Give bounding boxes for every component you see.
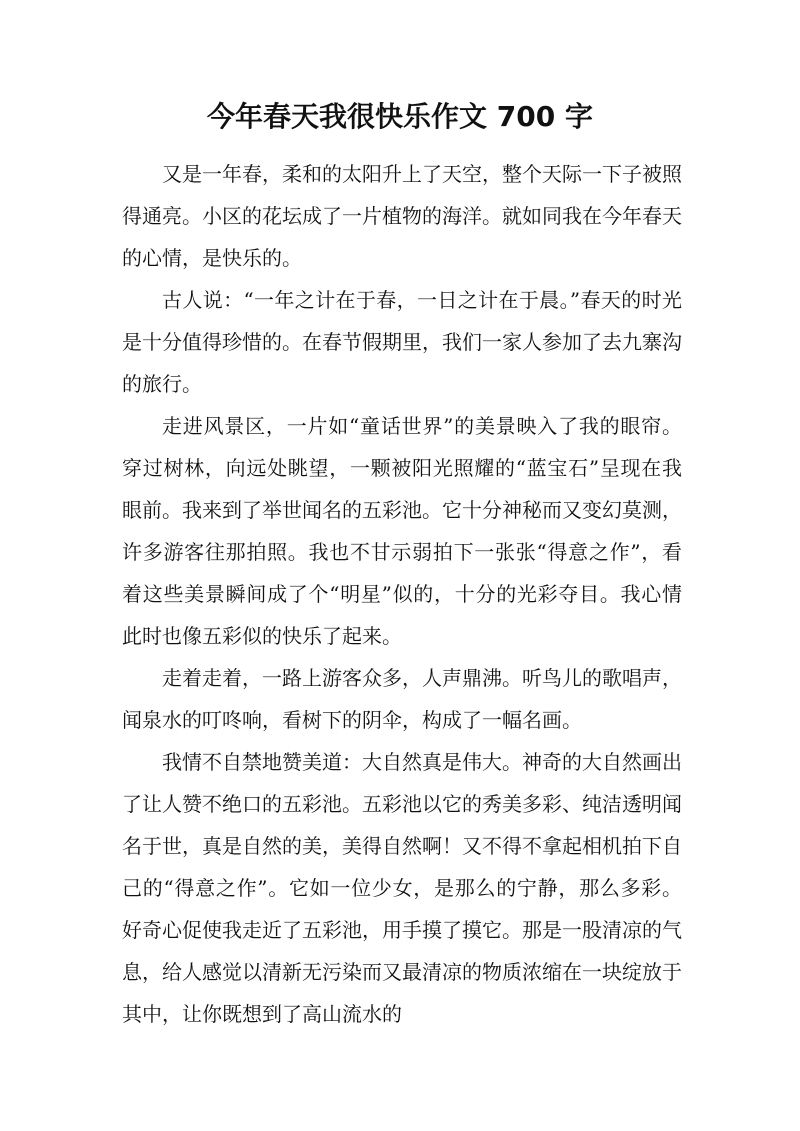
paragraph-1: 又是一年春，柔和的太阳升上了天空，整个天际一下子被照得通亮。小区的花坛成了一片植物的海洋。就如同我在今年春天的心情，是快乐的。 (122, 162, 682, 270)
paragraph-3: 走进风景区，一片如“童话世界”的美景映入了我的眼帘。穿过树林，向远处眺望，一颗被阳光照耀的“蓝宝石”呈现在我眼前。我来到了举世闻名的五彩池。它十分神秘而又变幻莫测，许多游客往那拍照。我也不甘示弱拍下一张张“得意之作”，看着这些美景瞬间成了个“明星”似的，十分的光彩夺目。我心情此时也像五彩似的快乐了起来。 (122, 414, 682, 648)
paragraph-2: 古人说：“一年之计在于春，一日之计在于晨。”春天的时光是十分值得珍惜的。在春节假期里，我们一家人参加了去九寨沟的旅行。 (122, 288, 682, 396)
paragraph-5: 我情不自禁地赞美道：大自然真是伟大。神奇的大自然画出了让人赞不绝口的五彩池。五彩池以它的秀美多彩、纯洁透明闻名于世，真是自然的美，美得自然啊！又不得不拿起相机拍下自己的“得意之作”。它如一位少女，是那么的宁静，那么多彩。好奇心促使我走近了五彩池，用手摸了摸它。那是一股清凉的气息，给人感觉以清新无污染而又最清凉的物质浓缩在一块绽放于其中，让你既想到了高山流水的 (122, 750, 682, 1026)
paragraph-4: 走着走着，一路上游客众多，人声鼎沸。听鸟儿的歌唱声，闻泉水的叮咚响，看树下的阴伞，构成了一幅名画。 (122, 666, 682, 732)
article-body (122, 153, 682, 1035)
page-title: 今年春天我很快乐作文 700 字 (207, 100, 593, 133)
